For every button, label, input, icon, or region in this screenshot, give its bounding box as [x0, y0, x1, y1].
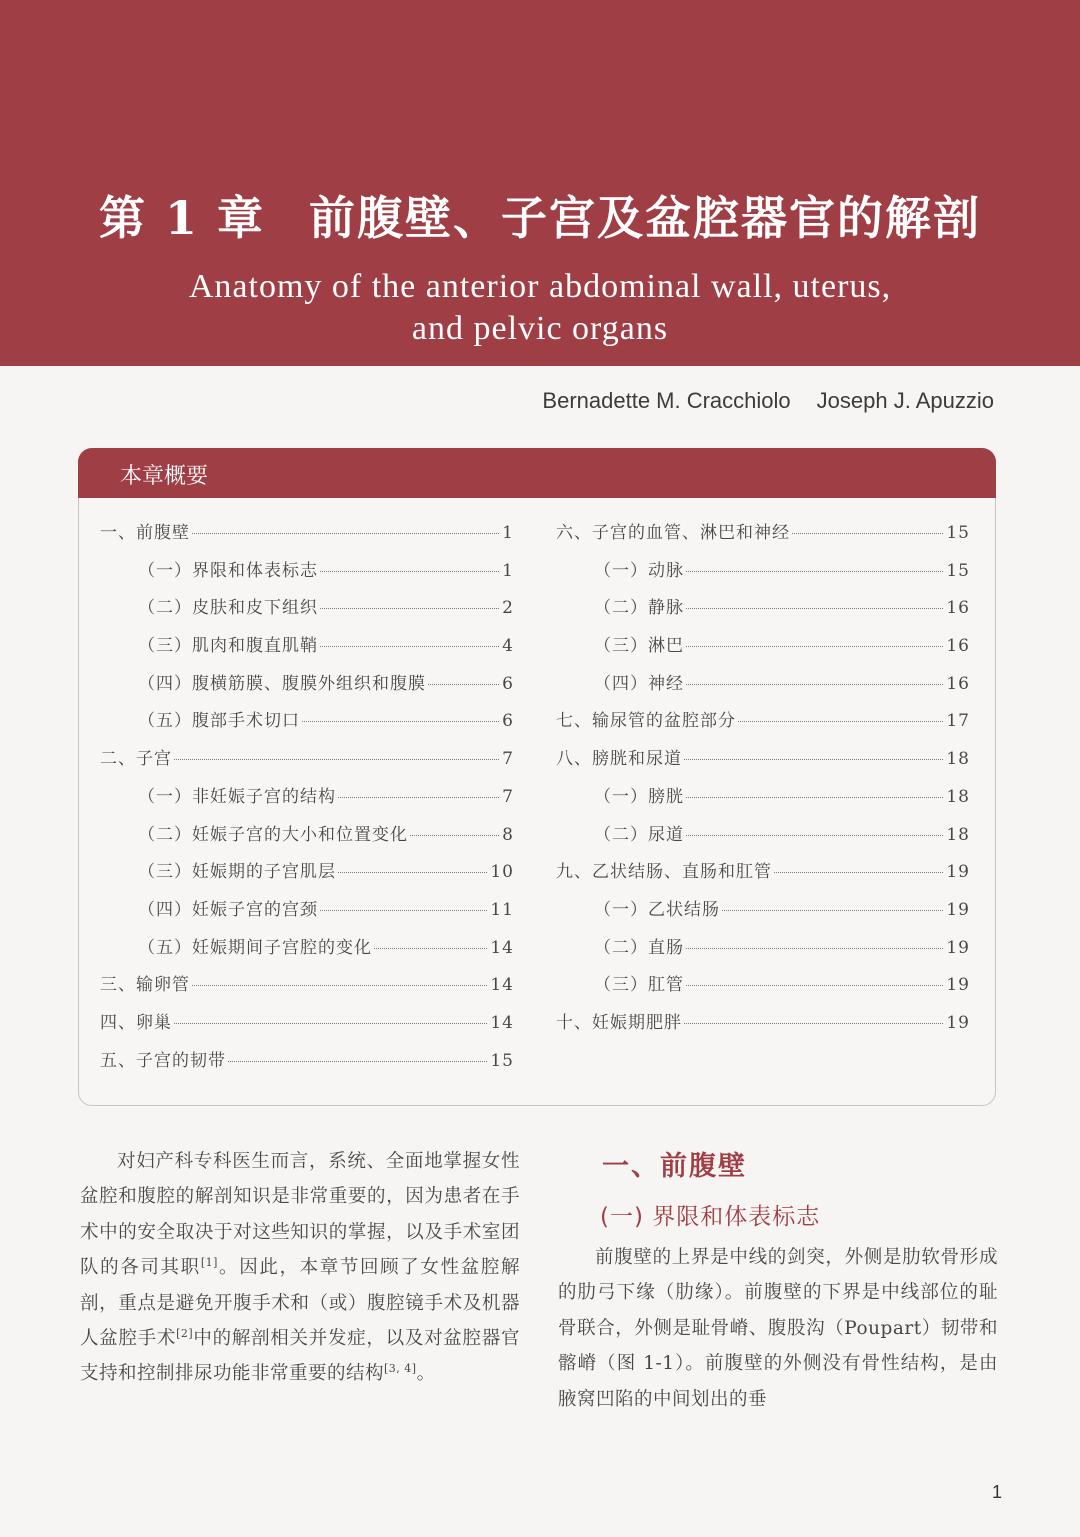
toc-entry-label: 二、子宫: [100, 749, 172, 770]
toc-entry-page: 4: [502, 636, 514, 657]
toc-entry-label: （二）皮肤和皮下组织: [138, 598, 318, 619]
toc-entry[interactable]: [100, 669, 514, 707]
toc-entry[interactable]: [556, 669, 970, 707]
toc-entry-page: 16: [946, 636, 970, 657]
toc-entry-label: （三）肛管: [594, 975, 684, 996]
toc-entry-label: 四、卵巢: [100, 1012, 172, 1033]
toc-entry-page: 14: [490, 975, 514, 996]
toc-dot-leader: [174, 759, 499, 760]
chapter-title: [0, 182, 1080, 248]
toc-entry-label: （五）腹部手术切口: [138, 711, 300, 732]
section-heading: 一、前腹壁: [602, 1151, 747, 1182]
author-name: Joseph J. Apuzzio: [816, 388, 994, 413]
toc-entry[interactable]: [556, 631, 970, 669]
toc-dot-leader: [686, 797, 943, 798]
toc-entry-label: 一、前腹壁: [100, 523, 190, 543]
intro-text: 。因此，本章节回顾了女性盆腔解剖，重点是避免开腹手术和（或）腹腔镜手术及机器人盆腔手术: [80, 1257, 520, 1350]
toc-entry-label: （二）直肠: [594, 937, 684, 958]
toc-entry[interactable]: [556, 895, 970, 933]
toc-entry-label: （三）淋巴: [594, 636, 684, 657]
toc-entry[interactable]: [556, 857, 970, 895]
toc-entry-page: 16: [946, 673, 970, 694]
toc-entry[interactable]: [100, 1008, 514, 1046]
toc-right-column: [556, 518, 970, 1046]
toc-entry-page: 19: [946, 899, 970, 920]
toc-entry-label: （一）膀胱: [594, 786, 684, 807]
toc-entry-label: （三）肌肉和腹直肌鞘: [138, 636, 318, 657]
toc-entry[interactable]: [100, 518, 514, 556]
toc-entry[interactable]: [100, 782, 514, 820]
subsection-heading: (一) 界限和体表标志: [600, 1204, 821, 1230]
intro-text: 对妇产科专科医生而言，系统、全面地掌握女性盆腔和腹腔的解剖知识是非常重要的，因为患者在手术中的安全取决于对这些知识的掌握，以及手术室团队的各司其职: [80, 1151, 520, 1279]
toc-dot-leader: [302, 721, 499, 722]
author-name: Bernadette M. Cracchiolo: [542, 388, 791, 413]
toc-dot-leader: [684, 1023, 943, 1024]
toc-dot-leader: [320, 646, 499, 647]
toc-entry-page: 6: [502, 673, 514, 694]
toc-dot-leader: [338, 872, 487, 873]
intro-paragraph: [80, 1144, 520, 1392]
section-paragraph: 前腹壁的上界是中线的剑突，外侧是肋软骨形成的肋弓下缘（肋缘）。前腹壁的下界是中线部位的耻骨联合，外侧是耻骨嵴、腹股沟（Poupart）韧带和髂嵴（图 1-1）。前腹壁的外侧没有骨性结构，是由腋窝凹陷的中间划出的垂: [558, 1247, 998, 1410]
toc-dot-leader: [374, 948, 487, 949]
toc-entry-page: 11: [490, 899, 514, 920]
toc-dot-leader: [792, 533, 943, 534]
toc-entry-page: 14: [490, 1012, 514, 1033]
toc-dot-leader: [686, 646, 943, 647]
chapter-banner: [0, 0, 1080, 366]
chapter-title-en-line1: Anatomy of the anterior abdominal wall, uterus,: [188, 268, 892, 305]
toc-entry-label: （四）腹横筋膜、腹膜外组织和腹膜: [138, 673, 426, 694]
toc-entry-page: 19: [946, 975, 970, 996]
toc-entry-page: 6: [502, 711, 514, 732]
toc-dot-leader: [428, 684, 499, 685]
page-number: 1: [991, 1482, 1002, 1502]
toc-entry-page: 15: [946, 560, 970, 581]
toc-entry[interactable]: [556, 744, 970, 782]
toc-entry[interactable]: [100, 631, 514, 669]
toc-dot-leader: [228, 1061, 487, 1062]
toc-entry-label: 五、子宫的韧带: [100, 1050, 226, 1071]
toc-dot-leader: [686, 684, 943, 685]
toc-entry[interactable]: [556, 782, 970, 820]
toc-entry-label: （一）非妊娠子宫的结构: [138, 786, 336, 807]
toc-dot-leader: [320, 910, 487, 911]
toc-dot-leader: [686, 571, 943, 572]
toc-dot-leader: [192, 533, 499, 534]
toc-entry[interactable]: [556, 820, 970, 858]
toc-dot-leader: [174, 1023, 487, 1024]
toc-dot-leader: [686, 835, 943, 836]
chapter-outline-header: [78, 448, 996, 498]
toc-entry-label: 六、子宫的血管、淋巴和神经: [556, 523, 790, 543]
toc-entry-label: （一）界限和体表标志: [138, 560, 318, 581]
toc-entry-label: （二）妊娠子宫的大小和位置变化: [138, 824, 408, 845]
toc-dot-leader: [338, 797, 499, 798]
toc-entry-label: （四）妊娠子宫的宫颈: [138, 899, 318, 920]
toc-entry-label: （三）妊娠期的子宫肌层: [138, 862, 336, 883]
toc-entry-page: 19: [946, 862, 970, 883]
toc-entry[interactable]: [100, 1046, 514, 1084]
toc-dot-leader: [738, 721, 943, 722]
toc-entry-label: 八、膀胱和尿道: [556, 749, 682, 770]
citation[interactable]: [2]: [176, 1326, 194, 1340]
toc-dot-leader: [320, 608, 499, 609]
toc-entry-label: 七、输尿管的盆腔部分: [556, 711, 736, 732]
authors: [542, 388, 994, 414]
toc-entry[interactable]: [100, 706, 514, 744]
toc-entry[interactable]: [100, 820, 514, 858]
toc-entry[interactable]: [556, 518, 970, 556]
toc-entry-label: （一）乙状结肠: [594, 899, 720, 920]
toc-entry[interactable]: [556, 970, 970, 1008]
citation[interactable]: [1]: [200, 1256, 218, 1270]
toc-entry-page: 18: [946, 786, 970, 807]
toc-dot-leader: [192, 985, 487, 986]
chapter-number: 第 1 章: [98, 191, 266, 245]
toc-dot-leader: [686, 985, 943, 986]
toc-entry-page: 1: [502, 523, 514, 543]
toc-dot-leader: [684, 759, 943, 760]
chapter-title-cn: 前腹壁、子宫及盆腔器官的解剖: [309, 191, 982, 245]
toc-entry-page: 1: [502, 560, 514, 581]
toc-entry[interactable]: [100, 744, 514, 782]
chapter-outline-heading: 本章概要: [120, 464, 209, 489]
toc-entry[interactable]: [100, 933, 514, 971]
toc-entry-label: 九、乙状结肠、直肠和肛管: [556, 862, 772, 883]
toc-dot-leader: [686, 948, 943, 949]
toc-entry[interactable]: [556, 556, 970, 594]
citation[interactable]: [3, 4]: [384, 1362, 417, 1376]
toc-entry-page: 7: [502, 749, 514, 770]
toc-entry-page: 7: [502, 786, 514, 807]
toc-entry[interactable]: [100, 556, 514, 594]
toc-dot-leader: [320, 571, 499, 572]
toc-entry[interactable]: [556, 593, 970, 631]
toc-entry-page: 16: [946, 598, 970, 619]
toc-dot-leader: [722, 910, 943, 911]
chapter-title-en-line2: and pelvic organs: [411, 310, 669, 347]
toc-entry-page: 17: [946, 711, 970, 732]
toc-entry[interactable]: [100, 593, 514, 631]
toc-entry-label: 十、妊娠期肥胖: [556, 1012, 682, 1033]
intro-text: 。: [416, 1363, 436, 1385]
toc-entry[interactable]: [100, 970, 514, 1008]
toc-left-column: [100, 518, 514, 1083]
toc-entry-label: （一）动脉: [594, 560, 684, 581]
toc-entry[interactable]: [100, 857, 514, 895]
toc-entry-page: 14: [490, 937, 514, 958]
intro-text: 中的解剖相关并发症，以及对盆腔器官支持和控制排尿功能非常重要的结构: [80, 1328, 520, 1385]
toc-entry-label: 三、输卵管: [100, 975, 190, 996]
toc-entry[interactable]: [556, 933, 970, 971]
toc-entry-page: 19: [946, 937, 970, 958]
toc-entry-page: 15: [490, 1050, 514, 1071]
toc-entry[interactable]: [556, 706, 970, 744]
toc-entry[interactable]: [100, 895, 514, 933]
toc-entry-label: （四）神经: [594, 673, 684, 694]
toc-dot-leader: [686, 608, 943, 609]
toc-entry-page: 18: [946, 749, 970, 770]
toc-dot-leader: [410, 835, 499, 836]
toc-entry-page: 2: [502, 598, 514, 619]
toc-entry-page: 19: [946, 1012, 970, 1033]
toc-entry-label: （二）尿道: [594, 824, 684, 845]
toc-entry-page: 10: [490, 862, 514, 883]
chapter-title-en: [60, 266, 1020, 350]
toc-entry-label: （五）妊娠期间子宫腔的变化: [138, 937, 372, 958]
toc-entry-page: 15: [946, 523, 970, 543]
toc-dot-leader: [774, 872, 943, 873]
toc-entry-label: （二）静脉: [594, 598, 684, 619]
toc-entry-page: 18: [946, 824, 970, 845]
toc-entry[interactable]: [556, 1008, 970, 1046]
toc-entry-page: 8: [502, 824, 514, 845]
